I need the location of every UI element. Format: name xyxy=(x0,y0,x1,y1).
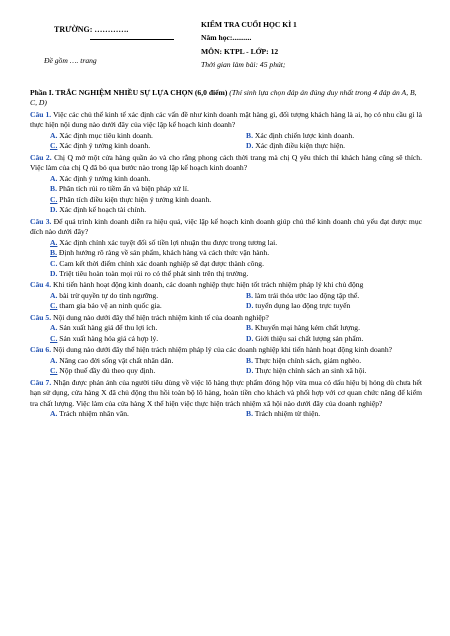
subject-line: MÔN: KTPL - LỚP: 12 xyxy=(201,46,279,56)
option-row xyxy=(30,356,422,366)
duration-line: Thời gian làm bài: 45 phút; xyxy=(201,60,286,70)
question-text: Để quá trình kinh doanh diễn ra hiệu quả, việc lập kế hoạch kinh doanh giúp chủ thể kinh doanh chủ yếu đạt được mục đích nào dưới đây? xyxy=(30,216,422,237)
school-year: Năm học:.......... xyxy=(201,33,252,43)
option-letter: A. xyxy=(50,355,58,365)
option-text: Phân tích điều kiện thực hiện ý tưởng kinh doanh. xyxy=(57,194,212,204)
option-text: Nâng cao đời sống vật chất nhân dân. xyxy=(57,355,174,365)
option-c[interactable] xyxy=(30,366,226,376)
option-a[interactable] xyxy=(30,323,226,333)
question-2 xyxy=(30,153,422,174)
option-row xyxy=(30,195,422,205)
option-text: tham gia bảo vệ an ninh quốc gia. xyxy=(57,301,162,311)
option-text: Sản xuất hàng giả để thu lợi ích. xyxy=(57,323,158,333)
option-letter: D. xyxy=(50,205,58,215)
option-letter: A. xyxy=(50,237,58,247)
header-right xyxy=(201,20,441,74)
exam-header xyxy=(30,0,422,88)
option-letter: B. xyxy=(50,248,57,258)
option-row xyxy=(30,409,422,419)
option-text: Sản xuất hàng hóa giá cả hợp lý. xyxy=(57,333,159,343)
question-5 xyxy=(30,313,422,323)
option-letter: C. xyxy=(50,333,58,343)
question-text: Chị Q mở một cửa hàng quần áo và cho rằng phong cách thời trang mà chị Q yêu thích thì khách hàng cũng sẽ thích. Việc làm của chị Q đã bỏ qua bước nào trong lập kế hoạch kinh doanh? xyxy=(30,152,422,173)
option-letter: A. xyxy=(50,130,58,140)
option-b[interactable] xyxy=(226,291,422,301)
option-text: Xác định kế hoạch tài chính. xyxy=(57,205,147,215)
question-number: Câu 5. xyxy=(30,312,52,322)
option-text: Triệt tiêu hoàn toàn mọi rủi ro có thể phát sinh trên thị trường. xyxy=(57,268,249,278)
option-letter: B. xyxy=(246,355,253,365)
option-letter: A. xyxy=(50,290,58,300)
option-text: Thực hiện chính sách an sinh xã hội. xyxy=(253,366,367,376)
option-letter: D. xyxy=(246,333,254,343)
question-list xyxy=(30,110,422,420)
option-a[interactable] xyxy=(30,174,422,184)
option-letter: C. xyxy=(50,366,58,376)
option-row xyxy=(30,205,422,215)
option-letter: B. xyxy=(246,130,253,140)
option-d[interactable] xyxy=(30,269,422,279)
option-text: Nộp thuế đầy đủ theo quy định. xyxy=(57,366,156,376)
option-text: tuyển dụng lao động trực tuyến xyxy=(253,301,351,311)
option-row xyxy=(30,259,422,269)
option-text: Xác định mục tiêu kinh doanh. xyxy=(57,130,153,140)
option-text: Xác định điều kiện thực hiện. xyxy=(253,141,346,151)
option-text: Thực hiện chính sách, giảm nghèo. xyxy=(252,355,362,365)
question-1 xyxy=(30,110,422,131)
option-text: Xác định chính xác tuyệt đối số tiền lợi nhuận thu được trong tương lai. xyxy=(57,237,278,247)
option-letter: B. xyxy=(246,323,253,333)
option-d[interactable] xyxy=(30,205,422,215)
option-text: Giới thiệu sai chất lượng sản phẩm. xyxy=(253,333,364,343)
part-instruction: (Thí sinh lựa chọn đáp án đúng duy nhất trong 4 đáp án A, B, C, D) xyxy=(30,88,417,108)
option-b[interactable] xyxy=(30,248,422,258)
option-text: làm trái thỏa ước lao động tập thể. xyxy=(252,290,360,300)
option-a[interactable] xyxy=(30,356,226,366)
question-4 xyxy=(30,280,422,290)
question-text: Khi tiến hành hoạt động kinh doanh, các doanh nghiệp thực hiện tốt trách nhiệm pháp lý khi chủ động xyxy=(51,280,364,290)
header-rule xyxy=(90,39,174,40)
exam-title: KIỂM TRA CUỐI HỌC KÌ 1 xyxy=(201,20,297,29)
option-b[interactable] xyxy=(226,131,422,141)
option-letter: D. xyxy=(50,268,58,278)
option-row xyxy=(30,141,422,151)
question-7 xyxy=(30,378,422,409)
question-text: Nội dung nào dưới đây thể hiện trách nhiệm kinh tế của doanh nghiệp? xyxy=(51,312,269,322)
option-a[interactable] xyxy=(30,409,226,419)
option-letter: D. xyxy=(246,141,254,151)
question-text: Việc các chủ thể kinh tế xác định các vấn đề như kinh doanh mặt hàng gì, đối tượng khách hàng là ai, họ có nhu cầu gì là thực hiện nội dung nào dưới đây của việc lập kế hoạch kinh doanh? xyxy=(30,109,422,130)
option-text: Khuyến mại hàng kém chất lượng. xyxy=(252,323,361,333)
option-letter: D. xyxy=(246,301,254,311)
option-d[interactable] xyxy=(226,334,422,344)
option-d[interactable] xyxy=(226,366,422,376)
option-c[interactable] xyxy=(30,141,226,151)
option-row xyxy=(30,238,422,248)
option-a[interactable] xyxy=(30,291,226,301)
option-d[interactable] xyxy=(226,301,422,311)
option-c[interactable] xyxy=(30,301,226,311)
question-number: Câu 7. xyxy=(30,377,52,387)
option-letter: A. xyxy=(50,409,58,419)
option-c[interactable] xyxy=(30,334,226,344)
option-b[interactable] xyxy=(226,409,422,419)
question-text: Nhận được phản ánh của người tiêu dùng về việc lô hàng thực phẩm đóng hộp vừa mua có dấu hiệu bị hỏng dù chưa hết hạn sử dụng, cửa hàng X đã chủ động thu hồi toàn bộ lô hàng, hoàn tiền cho khách và phối hợp với cơ quan chức năng để kiểm tra chất lượng. Việc làm của cửa hàng X thể hiện việc thực hiện trách nhiệm xã hội nào dưới đây của doanh nghiệp? xyxy=(30,377,422,408)
option-row xyxy=(30,291,422,301)
option-row xyxy=(30,269,422,279)
part-heading: Phần I. TRẮC NGHIỆM NHIỀU SỰ LỰA CHỌN (6,0 điểm) xyxy=(30,88,228,97)
option-a[interactable] xyxy=(30,131,226,141)
option-row xyxy=(30,366,422,376)
option-letter: C. xyxy=(50,141,58,151)
option-text: Cam kết thời điểm chính xác doanh nghiệp sẽ đạt được thành công. xyxy=(57,258,264,268)
option-letter: B. xyxy=(246,290,253,300)
header-left xyxy=(42,24,192,67)
option-a[interactable] xyxy=(30,238,422,248)
option-row xyxy=(30,323,422,333)
school-label: TRƯỜNG: …………. xyxy=(54,25,129,34)
question-3 xyxy=(30,217,422,238)
question-6 xyxy=(30,345,422,355)
option-letter: C. xyxy=(50,258,58,268)
option-row xyxy=(30,131,422,141)
option-letter: A. xyxy=(50,323,58,333)
option-b[interactable] xyxy=(30,184,422,194)
option-row xyxy=(30,174,422,184)
question-number: Câu 1. xyxy=(30,109,52,119)
question-number: Câu 4. xyxy=(30,280,52,290)
option-text: bài trừ quyền tự do tính ngưỡng. xyxy=(57,290,159,300)
option-text: Xác định ý tưởng kinh doanh. xyxy=(57,141,151,151)
question-number: Câu 3. xyxy=(30,216,52,226)
option-letter: B. xyxy=(50,184,57,194)
question-number: Câu 6. xyxy=(30,345,52,355)
question-number: Câu 2. xyxy=(30,152,52,162)
option-row xyxy=(30,184,422,194)
option-b[interactable] xyxy=(226,323,422,333)
option-letter: C. xyxy=(50,194,58,204)
option-row xyxy=(30,301,422,311)
option-b[interactable] xyxy=(226,356,422,366)
option-row xyxy=(30,248,422,258)
option-row xyxy=(30,334,422,344)
option-letter: B. xyxy=(246,409,253,419)
option-text: Trách nhiệm nhân văn. xyxy=(57,409,129,419)
option-letter: C. xyxy=(50,301,58,311)
option-letter: D. xyxy=(246,366,254,376)
option-d[interactable] xyxy=(226,141,422,151)
option-letter: A. xyxy=(50,173,58,183)
part-title xyxy=(30,88,422,109)
pages-note: Đề gồm …. trang xyxy=(44,56,97,66)
option-text: Định hướng rõ ràng về sản phẩm, khách hàng và cách thức vận hành. xyxy=(56,248,270,258)
option-text: Xác định chiến lược kinh doanh. xyxy=(252,130,355,140)
option-c[interactable] xyxy=(30,259,422,269)
option-text: Xác định ý tưởng kinh doanh. xyxy=(57,173,151,183)
option-text: Phân tích rủi ro tiềm ẩn và biện pháp xử lí. xyxy=(56,184,189,194)
option-text: Trách nhiệm từ thiện. xyxy=(252,409,321,419)
option-c[interactable] xyxy=(30,195,422,205)
question-text: Nội dung nào dưới đây thể hiện trách nhiệm pháp lý của các doanh nghiệp khi tiến hành hoạt động kinh doanh? xyxy=(51,345,393,355)
